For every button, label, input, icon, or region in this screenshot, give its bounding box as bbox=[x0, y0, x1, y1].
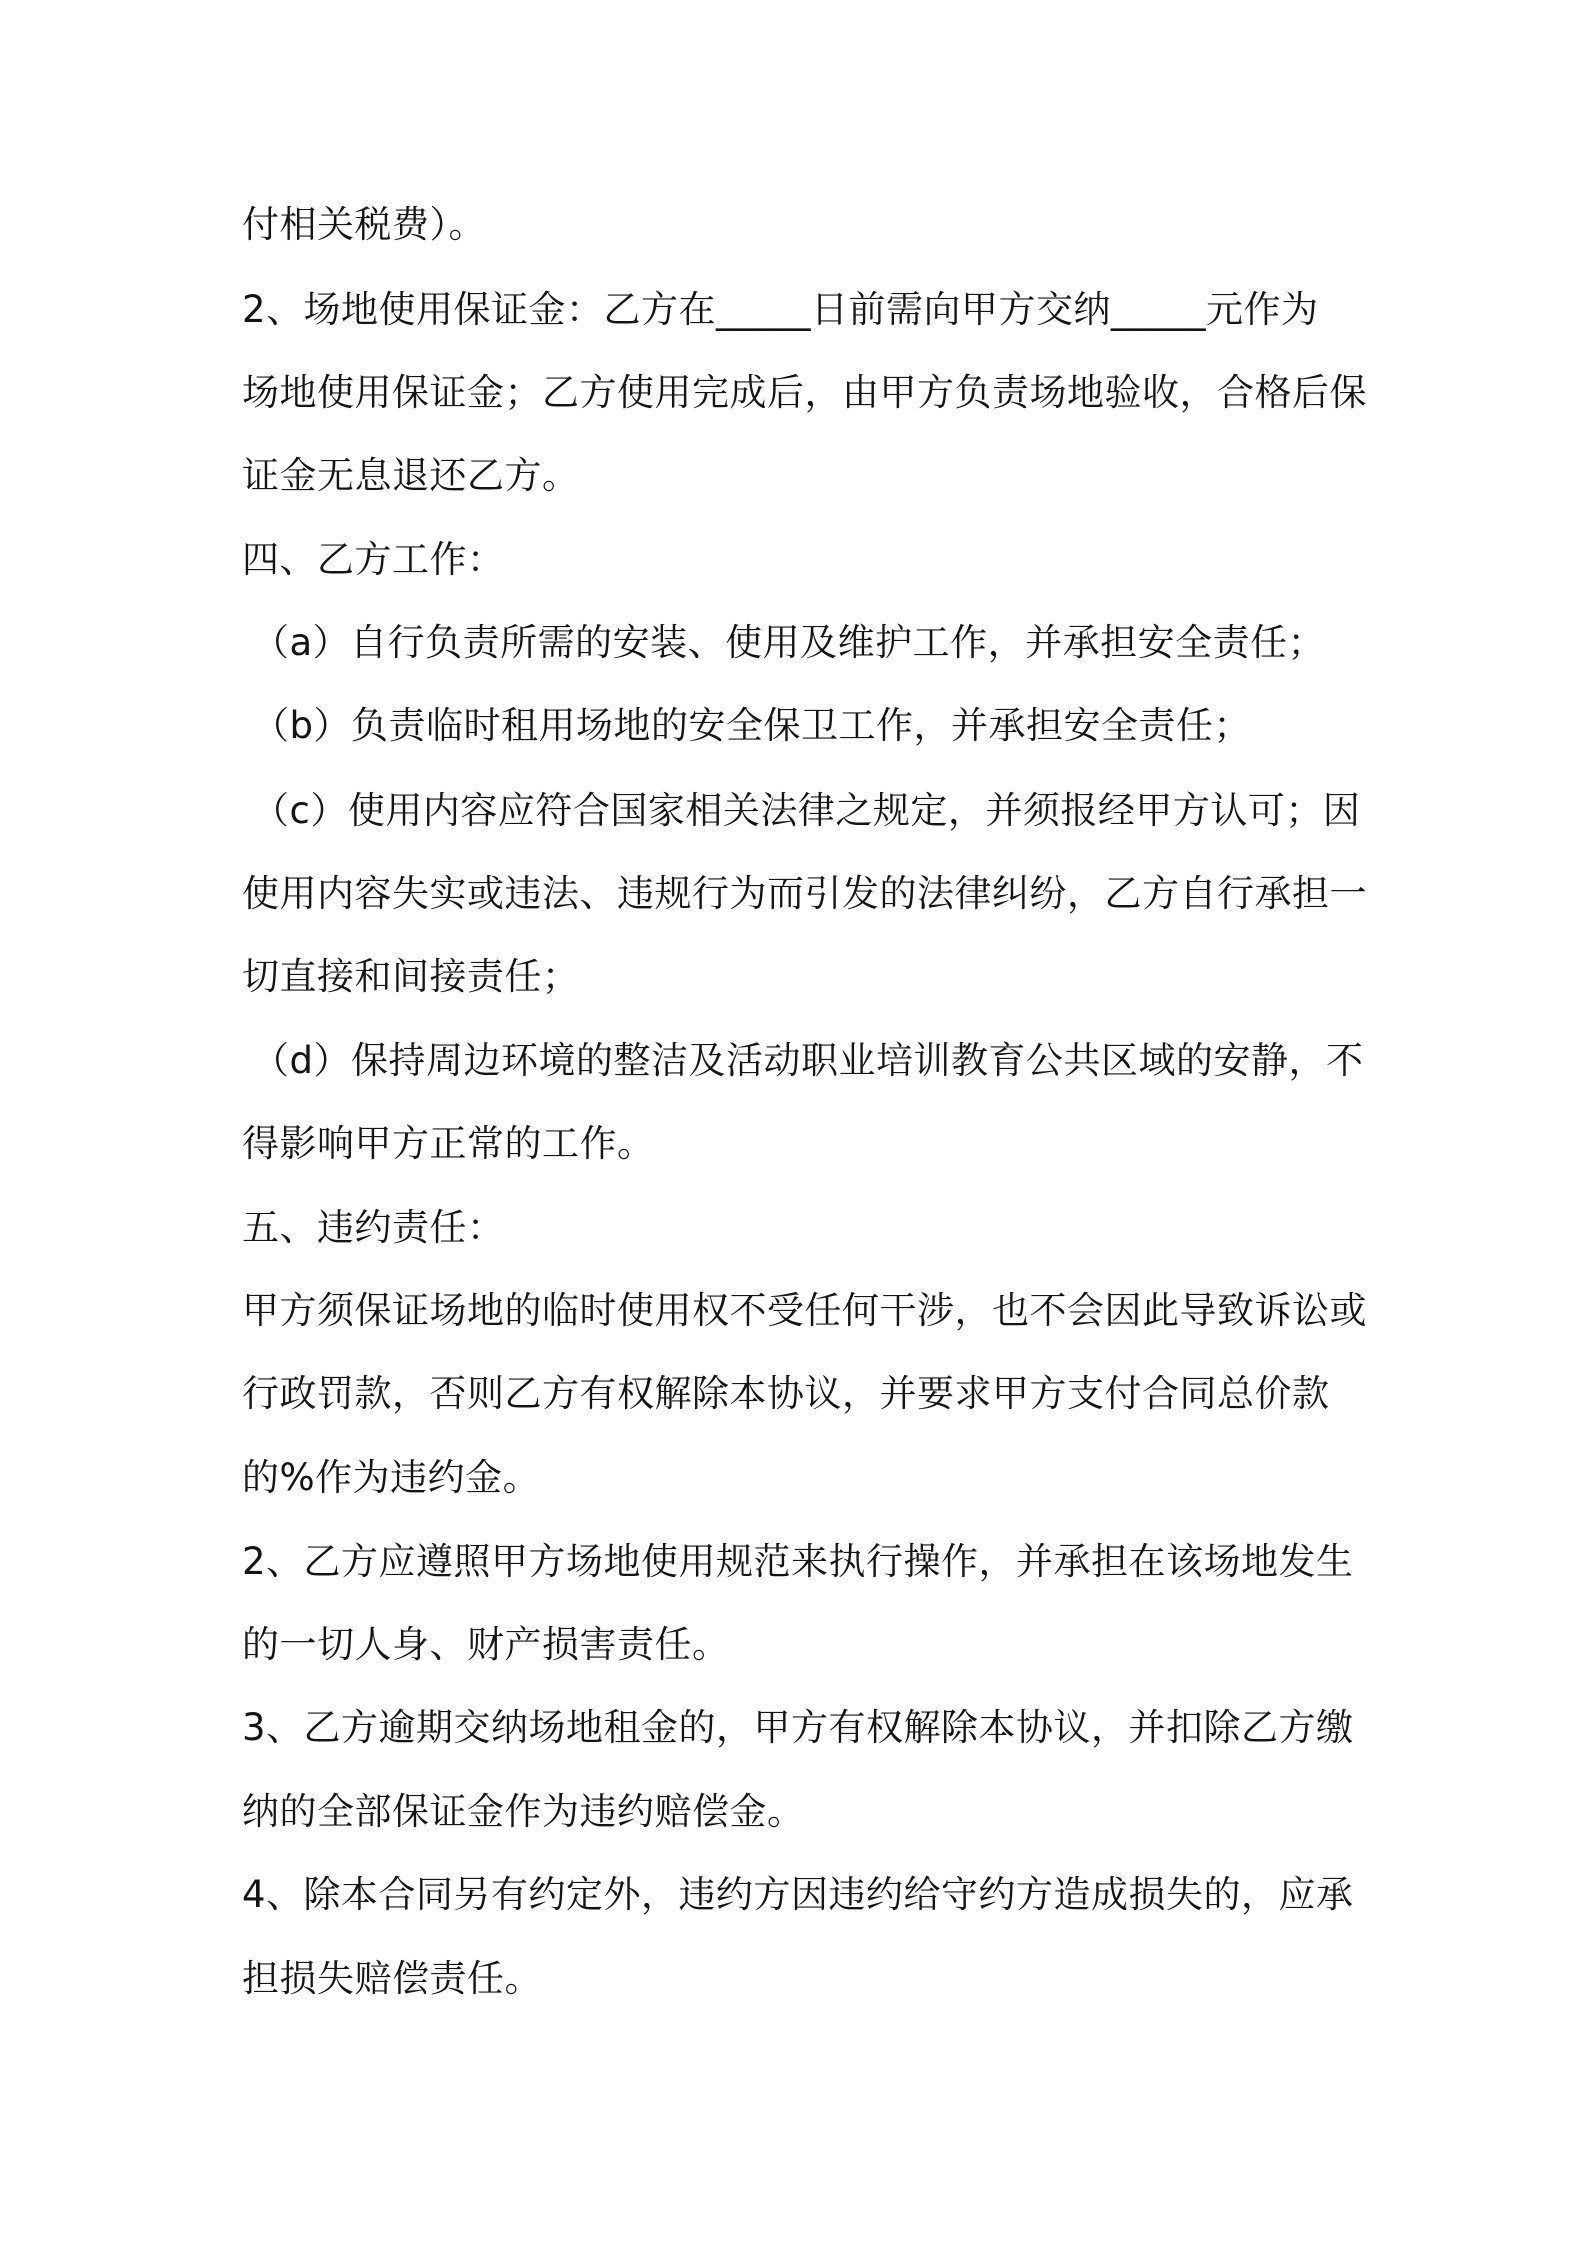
text-line: （c）使用内容应符合国家相关法律之规定，并须报经甲方认可；因 bbox=[252, 789, 1361, 832]
section-heading: 五、违约责任： bbox=[242, 1206, 505, 1249]
text-line: 纳的全部保证金作为违约赔偿金。 bbox=[242, 1790, 805, 1833]
text-line: （d）保持周边环境的整洁及活动职业培训教育公共区域的安静，不 bbox=[252, 1039, 1364, 1082]
text-line: 使用内容失实或违法、违规行为而引发的法律纠纷，乙方自行承担一 bbox=[242, 872, 1367, 915]
text-line: 3、乙方逾期交纳场地租金的，甲方有权解除本协议，并扣除乙方缴 bbox=[242, 1706, 1354, 1749]
text-line: 得影响甲方正常的工作。 bbox=[242, 1122, 655, 1165]
text-line: （a）自行负责所需的安装、使用及维护工作，并承担安全责任； bbox=[252, 621, 1326, 664]
text-line: 的%作为违约金。 bbox=[242, 1456, 541, 1499]
text-line: 2、场地使用保证金：乙方在_____日前需向甲方交纳_____元作为 bbox=[242, 288, 1319, 331]
text-line: 行政罚款，否则乙方有权解除本协议，并要求甲方支付合同总价款 bbox=[242, 1372, 1330, 1415]
text-line: 2、乙方应遵照甲方场地使用规范来执行操作，并承担在该场地发生 bbox=[242, 1540, 1354, 1583]
text-line: （b）负责临时租用场地的安全保卫工作，并承担安全责任； bbox=[252, 704, 1251, 747]
text-line: 付相关税费）。 bbox=[242, 203, 486, 246]
section-heading: 四、乙方工作： bbox=[242, 538, 505, 581]
text-line: 场地使用保证金；乙方使用完成后，由甲方负责场地验收，合格后保 bbox=[242, 371, 1367, 414]
text-line: 的一切人身、财产损害责任。 bbox=[242, 1623, 730, 1666]
text-line: 担损失赔偿责任。 bbox=[242, 1957, 542, 2000]
text-line: 4、除本合同另有约定外，违约方因违约给守约方造成损失的，应承 bbox=[242, 1873, 1354, 1916]
text-line: 证金无息退还乙方。 bbox=[242, 454, 580, 497]
text-line: 甲方须保证场地的临时使用权不受任何干涉，也不会因此导致诉讼或 bbox=[242, 1289, 1367, 1332]
text-line: 切直接和间接责任； bbox=[242, 955, 580, 998]
